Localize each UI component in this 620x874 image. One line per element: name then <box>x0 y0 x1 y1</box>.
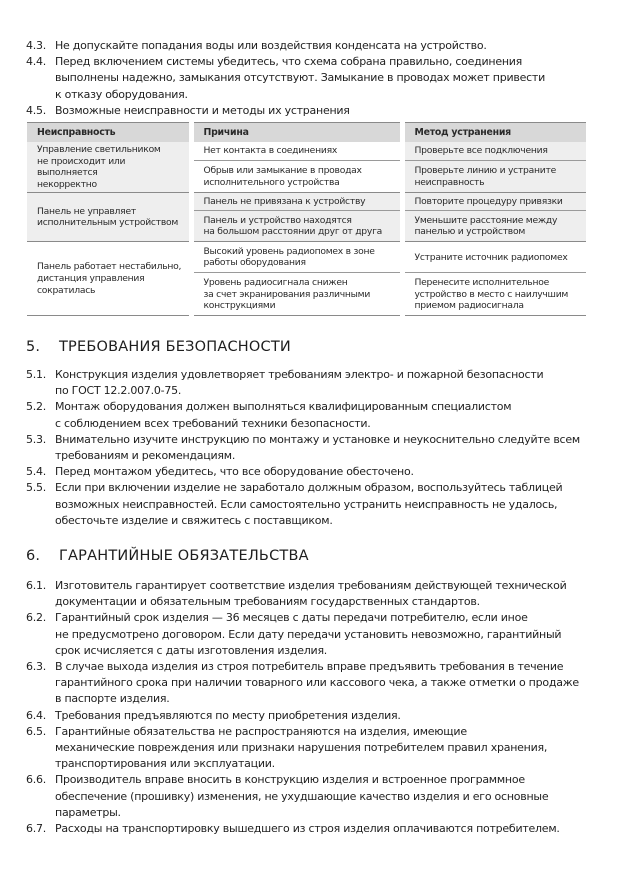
cause-cell: Обрыв или замыкание в проводах исполнительного устройства <box>191 160 402 193</box>
section-heading <box>26 339 291 355</box>
item-number: 4.4. <box>26 55 46 69</box>
table-row <box>27 193 586 211</box>
item-number: 6.4. <box>26 708 46 722</box>
item-text: Монтаж оборудования должен выполняться квалифицированным специалистом с соблюдением всех требований техники безопасности. <box>55 400 512 430</box>
item-text: Требования предъявляются по месту приобретения изделия. <box>55 708 401 722</box>
fix-cell: Перенесите исполнительное устройство в место с наилучшим приемом радиосигнала <box>402 273 586 316</box>
item-number: 5.5. <box>26 481 46 495</box>
item-number: 5.4. <box>26 465 46 479</box>
item-number: 6.1. <box>26 579 46 592</box>
item-text: В случае выхода изделия из строя потребитель вправе предъявить требования в течение гарантийного срока при наличии товарного или кассового чека, а также отметки о продаже в паспорте изделия. <box>55 660 579 706</box>
fault-cell: Управление светильником не происходит или выполняется некорректно <box>27 142 191 193</box>
list-item <box>0 610 620 659</box>
table-row <box>27 242 586 273</box>
troubleshooting-table <box>27 122 586 316</box>
header-fix: Метод устранения <box>402 123 586 143</box>
item-text: Гарантийные обязательства не распространяются на изделия, имеющие механические повреждения или признаки нарушения потребителем правил хранения, транспортирования или эксплуатации. <box>55 724 548 771</box>
section-number: 5. <box>26 339 41 355</box>
list-item <box>0 38 620 54</box>
header-fault: Неисправность <box>27 123 191 143</box>
list-item <box>0 399 620 431</box>
item-text: Конструкция изделия удовлетворяет требованиям электро- и пожарной безопасности по ГОСТ 12.2.007.0-75. <box>55 368 544 398</box>
item-text: Гарантийный срок изделия — 36 месяцев с даты передачи потребителю, если иное не предусмотрено договором. Если дату передачи установить невозможно, гарантийный срок исчисляется с даты изготовления изделия. <box>55 611 562 657</box>
troubleshooting-table-wrap <box>27 122 586 316</box>
list-item <box>0 659 620 708</box>
cause-cell: Уровень радиосигнала снижен за счет экранирования различными конструкциями <box>191 273 402 316</box>
fix-cell: Повторите процедуру привязки <box>402 193 586 211</box>
item-text: Перед включением системы убедитесь, что схема собрана правильно, соединения выполнены надежно, замыкания отсутствуют. Замыкание в проводах может привести к отказу оборудования. <box>55 55 545 101</box>
list-item <box>0 821 620 837</box>
fix-cell: Уменьшите расстояние между панелью и устройством <box>402 211 586 242</box>
cause-cell: Нет контакта в соединениях <box>191 142 402 160</box>
section-title: ТРЕБОВАНИЯ БЕЗОПАСНОСТИ <box>59 339 291 355</box>
header-cause: Причина <box>191 123 402 143</box>
list-item <box>0 708 620 724</box>
table-row <box>27 142 586 160</box>
top-list <box>0 38 620 119</box>
section-title: ГАРАНТИЙНЫЕ ОБЯЗАТЕЛЬСТВА <box>59 548 309 564</box>
item-number: 6.7. <box>26 822 46 836</box>
table-header-row <box>27 123 586 143</box>
item-number: 6.3. <box>26 660 46 674</box>
list-item <box>0 724 620 773</box>
item-text: Внимательно изучите инструкцию по монтажу и установке и неукоснительно следуйте всем требованиям и рекомендациям. <box>55 432 580 463</box>
item-text: Возможные неисправности и методы их устранения <box>55 103 350 117</box>
item-text: Перед монтажом убедитесь, что все оборудование обесточено. <box>55 465 414 479</box>
fix-cell: Проверьте линию и устраните неисправность <box>402 160 586 193</box>
section6-list <box>0 578 620 837</box>
list-item <box>0 54 620 103</box>
item-number: 5.1. <box>26 368 46 381</box>
fix-cell: Устраните источник радиопомех <box>402 242 586 273</box>
cause-cell: Панель не привязана к устройству <box>191 193 402 211</box>
item-number: 5.2. <box>26 400 46 414</box>
fault-cell: Панель не управляет исполнительным устройством <box>27 193 191 242</box>
fault-cell: Панель работает нестабильно, дистанция управления сократилась <box>27 242 191 316</box>
item-text: Изготовитель гарантирует соответствие изделия требованиям действующей технической документации и обязательным требованиям государственных стандартов. <box>55 579 567 609</box>
item-text: Расходы на транспортировку вышедшего из строя изделия оплачиваются потребителем. <box>55 822 560 836</box>
fix-cell: Проверьте все подключения <box>402 142 586 160</box>
list-item <box>0 432 620 464</box>
item-text: Производитель вправе вносить в конструкцию изделия и встроенное программное обеспечение (прошивку) изменения, не ухудшающие качество изделия и его основные параметры. <box>55 773 549 819</box>
list-item <box>0 464 620 480</box>
section-heading <box>26 548 309 564</box>
item-text: Не допускайте попадания воды или воздействия конденсата на устройство. <box>55 39 487 52</box>
list-item <box>0 772 620 821</box>
item-number: 6.2. <box>26 611 46 625</box>
cause-cell: Панель и устройство находятся на большом расстоянии друг от друга <box>191 211 402 242</box>
list-item <box>0 367 620 399</box>
list-item <box>0 578 620 610</box>
list-item <box>0 103 620 119</box>
section-number: 6. <box>26 548 41 564</box>
item-number: 6.6. <box>26 773 46 787</box>
cause-cell: Высокий уровень радиопомех в зоне работы оборудования <box>191 242 402 273</box>
item-number: 6.5. <box>26 724 46 738</box>
list-item <box>0 480 620 529</box>
section5-list <box>0 367 620 529</box>
item-text: Если при включении изделие не заработало должным образом, воспользуйтесь таблицей возможных неисправностей. Если самостоятельно устранить неисправность не удалось, обесточьте изделие и свяжитесь с поставщиком. <box>55 481 563 527</box>
item-number: 4.3. <box>26 39 46 52</box>
item-number: 5.3. <box>26 432 46 446</box>
item-number: 4.5. <box>26 103 46 117</box>
